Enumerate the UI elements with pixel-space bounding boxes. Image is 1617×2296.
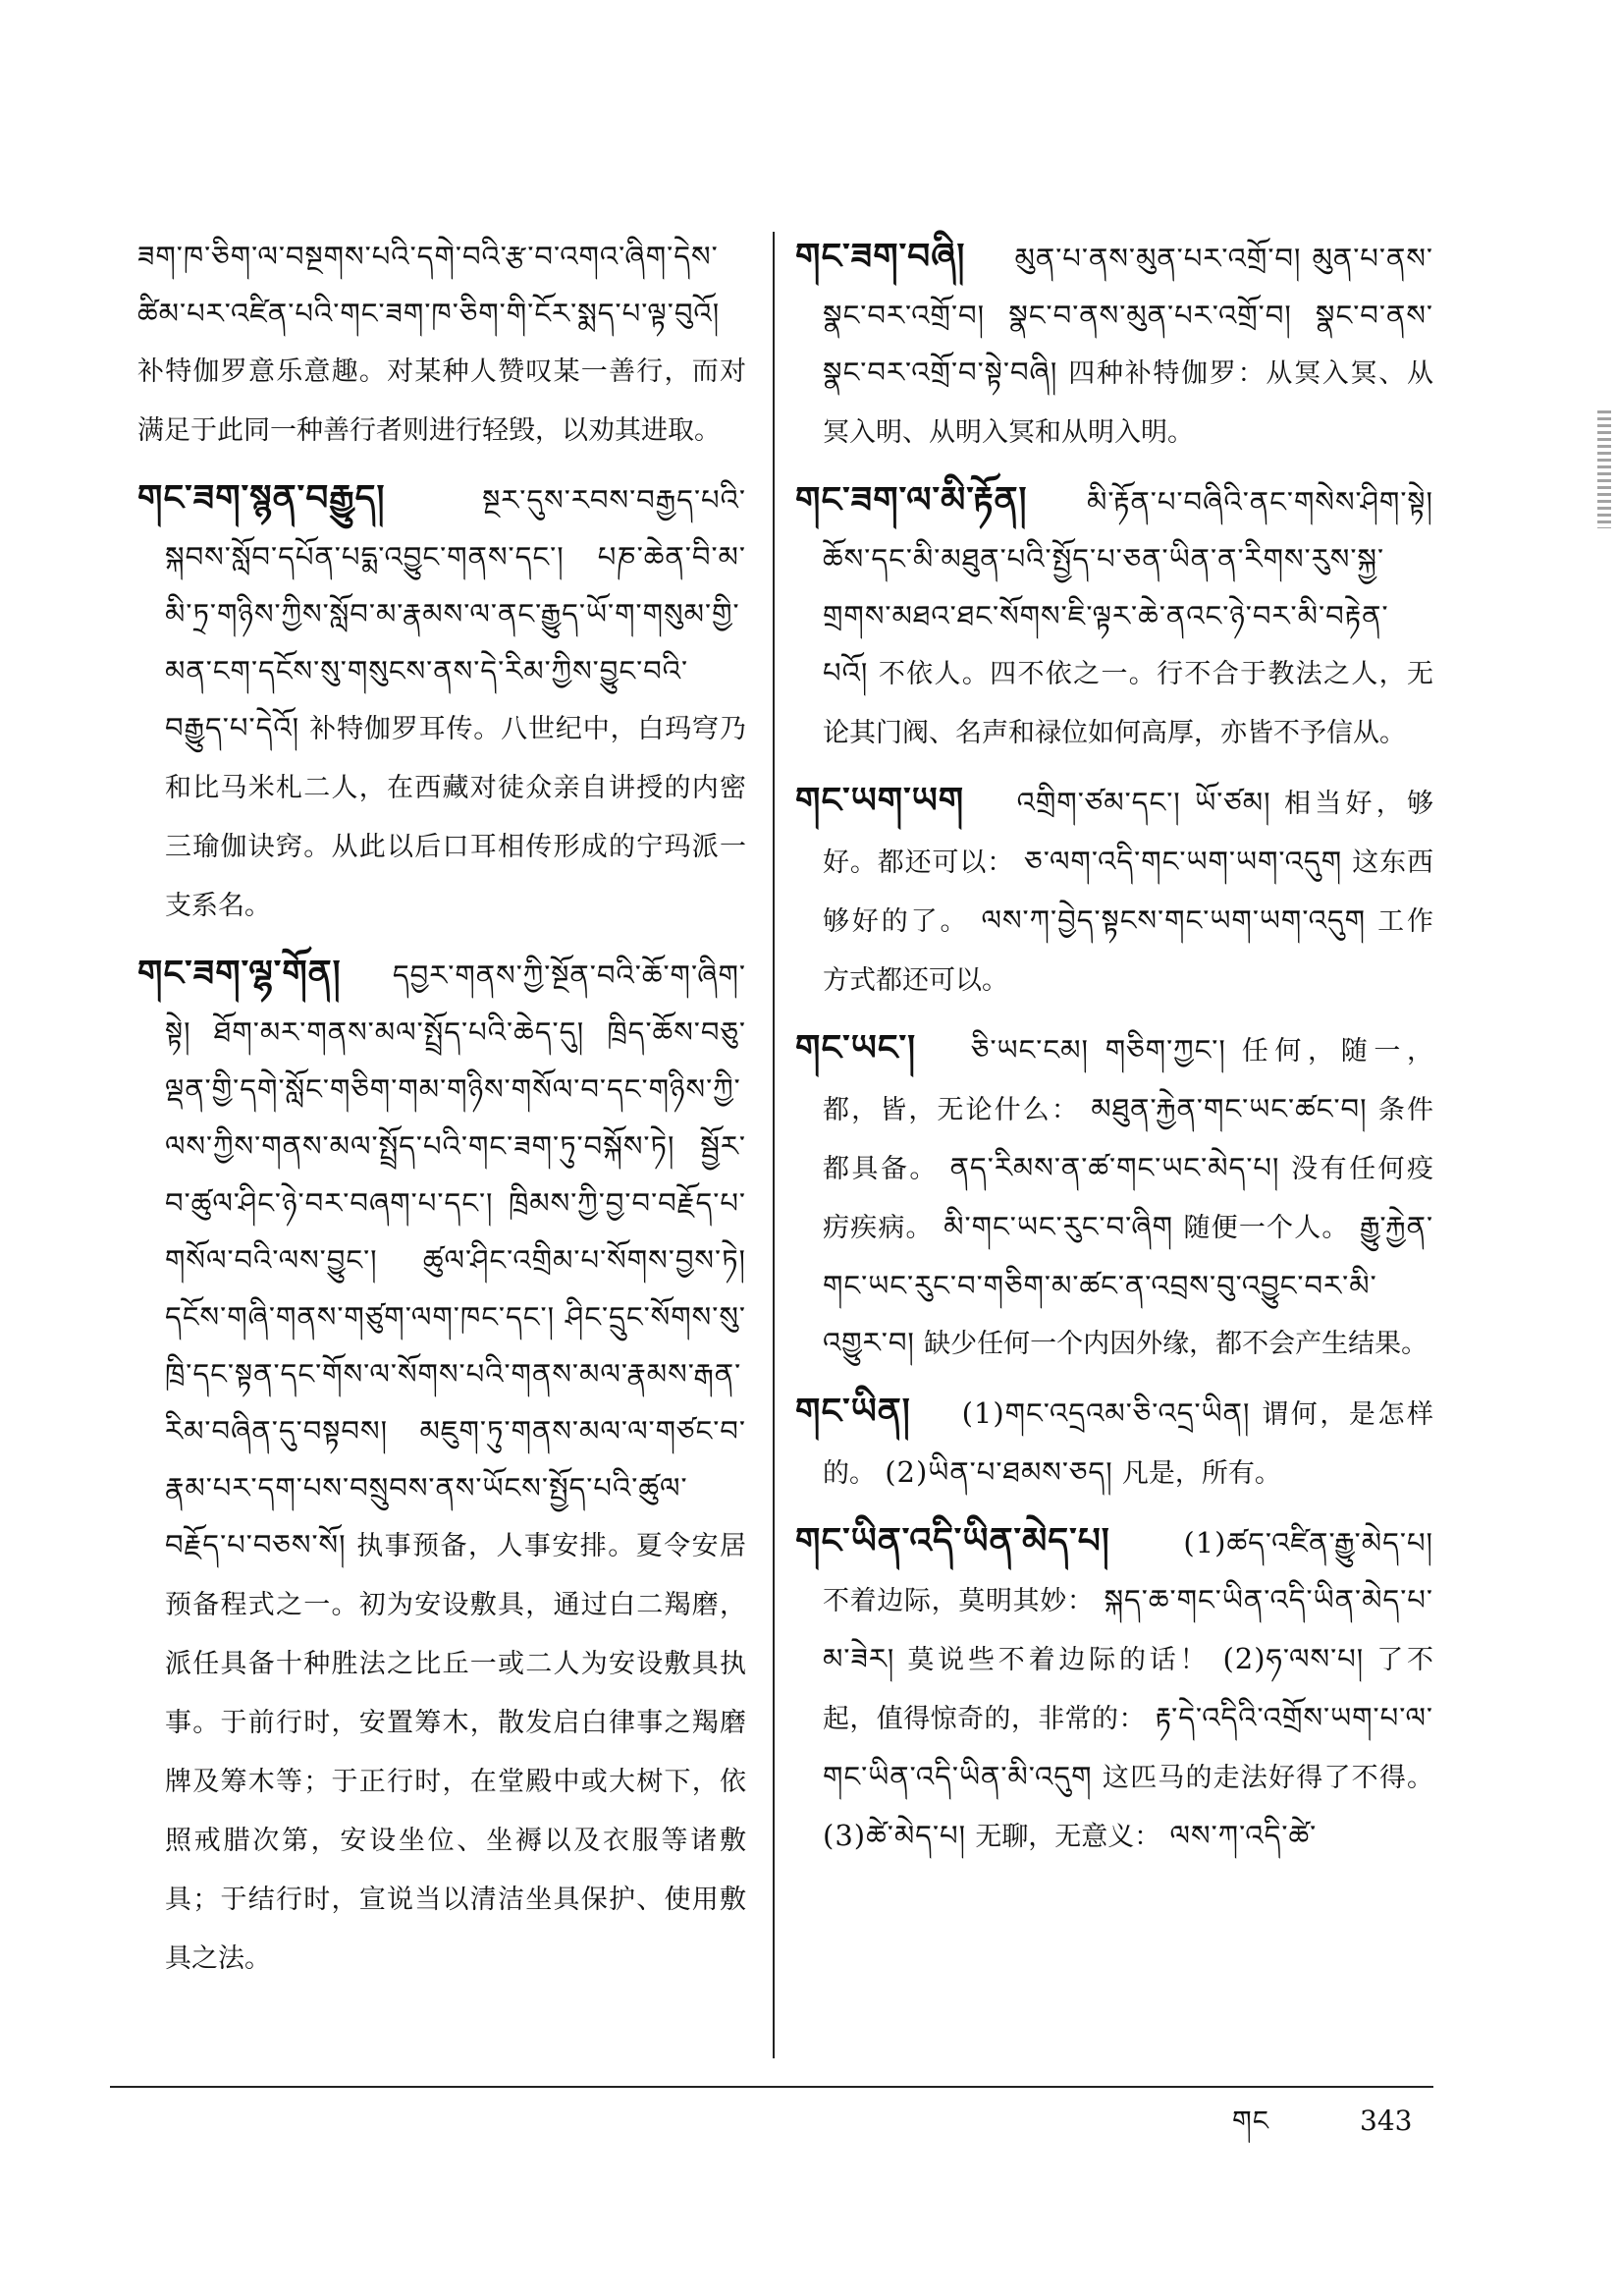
dictionary-entry [795, 1019, 1433, 1373]
left-column [137, 228, 746, 1997]
dictionary-entry [795, 772, 1433, 1010]
entry-definition-tibetan: (1)གང་འདྲའམ་ཅི་འདྲ་ཡིན། [961, 1396, 1251, 1430]
entry-headword: གང་ཡང་། [795, 1027, 917, 1068]
example-tibetan: མི་གང་ཡང་རུང་བ་ཞིག [943, 1210, 1174, 1243]
page-number: 343 [1360, 2105, 1413, 2137]
example-chinese: 莫说些不着边际的话！ [907, 1645, 1211, 1675]
sense-2-chinese: 了不起，值得惊奇的，非常的： [823, 1645, 1434, 1734]
dictionary-entry [795, 471, 1433, 762]
entry-definition-chinese: 不着边际，莫明其妙： [823, 1586, 1095, 1616]
example-chinese: 缺少任何一个内因外缘，都不会产生结果。 [924, 1329, 1428, 1359]
dictionary-entry [795, 1512, 1433, 1866]
dictionary-entry [137, 228, 746, 460]
sense-2-tibetan: (2)ཡིན་པ་ཐམས་ཅད། [885, 1455, 1113, 1489]
example-chinese: 没有任何疫疠疾病。 [823, 1154, 1434, 1243]
entry-definition-tibetan: འགྲིག་ཙམ་དང་། ཡོ་ཙམ། [1016, 786, 1271, 819]
entry-definition-chinese: 不依人。四不依之一。行不合于教法之人，无论其门阀、名声和禄位如何高厚，亦皆不予信从。 [823, 659, 1434, 748]
dictionary-entry [795, 228, 1433, 462]
example-chinese: 工作方式都还可以。 [823, 906, 1434, 996]
dictionary-entry [795, 1383, 1433, 1503]
column-divider [773, 232, 775, 2058]
entry-headword: གང་ཟག་སྙན་བརྒྱུད། [137, 477, 386, 519]
entry-headword: གང་ཡིན་འདི་ཡིན་མེད་པ། [795, 1520, 1110, 1561]
scan-edge-marks [1597, 410, 1611, 528]
entry-definition-chinese: 四种补特伽罗：从冥入冥、从冥入明、从明入冥和从明入明。 [823, 358, 1434, 448]
entry-headword: གང་ཡག་ཡག [795, 780, 965, 821]
entry-definition-chinese: 任何，随一，都，皆，无论什么： [823, 1036, 1434, 1125]
dictionary-entry [137, 945, 746, 1988]
entry-headword: གང་ཟག་ལྷ་གོན། [137, 953, 342, 994]
sense-3-chinese: 无聊，无意义： [975, 1822, 1161, 1852]
entry-definition-tibetan: མི་རྟོན་པ་བཞིའི་ནང་གསེས་ཤིག་སྟེ། ཆོས་དང་མི་མཐུན་པའི་སྤྱོད་པ་ཅན་ཡིན་ན་རིགས་རུས་སྐྱ་གྲགས་མཐའ་ཐང་སོགས་ཇི་ལྟར་ཆེ་ནའང་ཉེ་བར་མི་བརྟེན་པའོ། [823, 485, 1433, 689]
example-chinese: 这匹马的走法好得了不得。 [1102, 1763, 1434, 1793]
sense-2-chinese: 凡是，所有。 [1121, 1458, 1281, 1489]
example-tibetan: མཐུན་རྐྱེན་གང་ཡང་ཚང་བ། [1091, 1092, 1368, 1125]
entry-definition-chinese: 补特伽罗意乐意趣。对某种人赞叹某一善行，而对满足于此同一种善行者则进行轻毁，以劝其进取。 [137, 356, 746, 446]
entry-definition-tibetan: མུན་པ་ནས་མུན་པར་འགྲོ་བ། མུན་པ་ནས་སྣང་བར་འགྲོ་བ། སྣང་བ་ནས་མུན་པར་འགྲོ་བ། སྣང་བ་ནས་སྣང་བར་འགྲོ་བ་སྟེ་བཞི། [823, 242, 1433, 389]
entry-headword: གང་ཡིན། [795, 1391, 911, 1432]
example-tibetan: ཅ་ལག་འདི་གང་ཡག་ཡག་འདུག [1024, 845, 1343, 878]
entry-definition-chinese: 执事预备，人事安排。夏令安居预备程式之一。初为安设敷具，通过白二羯磨，派任具备十种胜法之比丘一或二人为安设敷具执事。于前行时，安置筹木，散发启白律事之羯磨牌及筹木等；于正行时，在堂殿中或大树下，依照戒腊次第，安设坐位、坐褥以及衣服等诸敷具；于结行时，宣说当以清洁坐具保护、使用敷具之法。 [165, 1531, 747, 1974]
example-tibetan: ནད་རིམས་ན་ཚ་གང་ཡང་མེད་པ། [949, 1151, 1280, 1184]
example-tibetan: ལས་ཀ་བྱེད་སྟངས་གང་ཡག་ཡག་འདུག [981, 903, 1367, 937]
example-tibetan: རྟ་དེ་འདིའི་འགྲོས་ཡག་པ་ལ་གང་ཡིན་འདི་ཡིན་མི་འདུག [823, 1701, 1434, 1793]
example-tibetan: སྐད་ཆ་གང་ཡིན་འདི་ཡིན་མེད་པ་མ་ཟེར། [823, 1583, 1433, 1675]
entry-definition-tibetan: ཅི་ཡང་ངམ། གཅིག་ཀྱང་། [971, 1033, 1226, 1066]
entry-headword: གང་ཟག་ལ་མི་རྟོན། [795, 479, 1028, 520]
right-column [795, 228, 1433, 1876]
entry-definition-chinese: 相当好，够好。都还可以： [823, 789, 1434, 878]
sense-3-tibetan: (3)ཚེ་མེད་པ། [823, 1819, 967, 1852]
entry-headword: གང་ཟག་བཞི། [795, 236, 966, 277]
sense-3-example-tibetan: ལས་ཀ་འདི་ཚེ་ [1169, 1819, 1318, 1852]
entry-definition-tibetan: (1)ཚད་འཛིན་རྒྱུ་མེད་པ། [1183, 1526, 1433, 1559]
sense-2-tibetan: (2)ཧ་ལས་པ། [1222, 1642, 1365, 1675]
footer-rule [110, 2086, 1433, 2088]
entry-definition-chinese: 谓何，是怎样的。 [823, 1399, 1434, 1489]
entry-definition-chinese: 补特伽罗耳传。八世纪中，白玛穹乃和比马米札二人，在西藏对徒众亲自讲授的内密三瑜伽诀窍。从此以后口耳相传形成的宁玛派一支系名。 [165, 714, 747, 921]
entry-definition-tibetan: ཟག་ཁ་ཅིག་ལ་བསྔགས་པའི་དགེ་བའི་རྩ་བ་འགའ་ཞིག་དེས་ཚིམ་པར་འཛིན་པའི་གང་ཟག་ཁ་ཅིག་གི་ངོར་སྨད་པ་ལྟ་བུའོ། [137, 240, 721, 330]
entry-definition-tibetan: དབྱར་གནས་ཀྱི་སྔོན་བའི་ཆོ་ག་ཞིག་སྟེ། ཐོག་མར་གནས་མལ་སྤྲོད་པའི་ཆེད་དུ། ཁྲིད་ཆོས་བཅུ་ལྡན་གྱི་དགེ་སློང་གཅིག་གམ་གཉིས་གསོལ་བ་དང་གཉིས་ཀྱི་ལས་ཀྱིས་གནས་མལ་སྤྲོད་པའི་གང་ཟག་ཏུ་བསྐོས་ཏེ། སྦྱོར་བ་ཚུལ་ཤིང་ཉེ་བར་བཞག་པ་དང་། ཁྲིམས་ཀྱི་བྱ་བ་བརྗོད་པ་གསོལ་བའི་ལས་བྱུང་། ཚུལ་ཤིང་འགྲིམ་པ་སོགས་བྱས་ཏེ། དངོས་གཞི་གནས་གཙུག་ལག་ཁང་དང་། ཤིང་དྲུང་སོགས་སུ་ཁྲི་དང་སྟན་དང་གོས་ལ་སོགས་པའི་གནས་མལ་རྣམས་རྒན་རིམ་བཞིན་དུ་བསྟབས། མཇུག་ཏུ་གནས་མལ་ལ་གཙང་བ་རྣམ་པར་དག་པས་བསྲུབས་ནས་ཡོངས་སྤྱོད་པའི་ཚུལ་བརྗོད་པ་བཅས་སོ། [165, 958, 746, 1561]
example-chinese: 这东西够好的了。 [823, 847, 1434, 937]
entry-definition-tibetan: སྔར་དུས་རབས་བརྒྱད་པའི་སྐབས་སློབ་དཔོན་པདྨ་འབྱུང་གནས་དང་། པཎ་ཆེན་བི་མ་མི་ཏྲ་གཉིས་ཀྱིས་སློབ་མ་རྣམས་ལ་ནང་རྒྱུད་ཡོ་ག་གསུམ་གྱི་མན་ངག་དངོས་སུ་གསུངས་ནས་དེ་རིམ་ཀྱིས་བྱུང་བའི་བརྒྱུད་པ་དེའོ། [165, 483, 746, 744]
running-head: གང [1232, 2105, 1269, 2137]
example-chinese: 随便一个人。 [1183, 1213, 1350, 1243]
example-tibetan: རྒྱུ་རྐྱེན་གང་ཡང་རུང་བ་གཅིག་མ་ཚང་ན་འབྲས་བུ་འབྱུང་བར་མི་འགྱུར་བ། [823, 1210, 1434, 1359]
dictionary-entry [137, 469, 746, 935]
example-chinese: 条件都具备。 [823, 1095, 1434, 1184]
